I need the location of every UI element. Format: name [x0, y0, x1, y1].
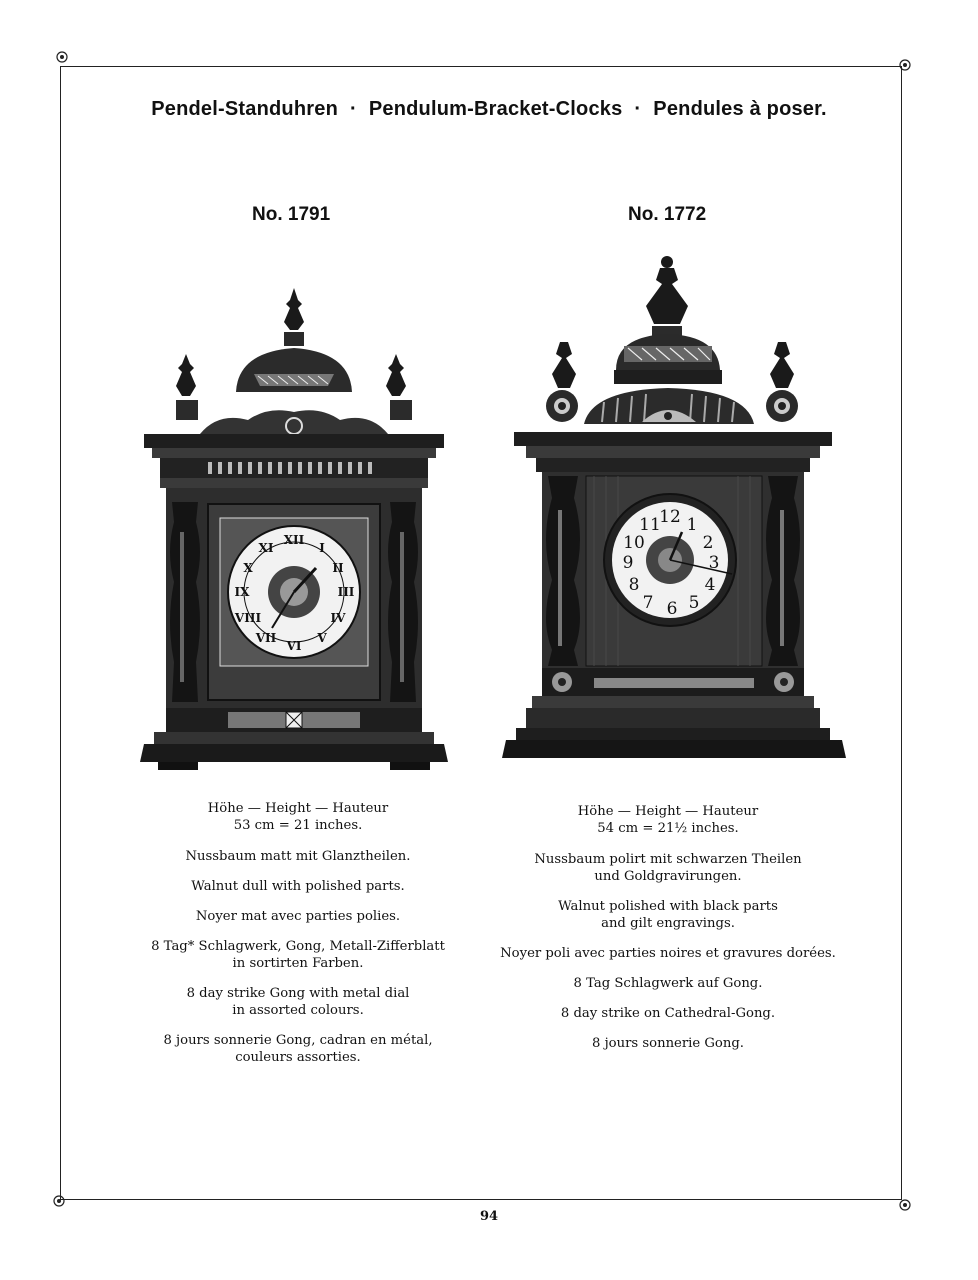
- movement-english: 8 day strike Gong with metal dial: [186, 986, 410, 1001]
- header-french: Pendules à poser.: [653, 98, 827, 120]
- movement-french: 8 jours sonnerie Gong, cadran en métal,: [163, 1033, 433, 1048]
- svg-text:III: III: [337, 585, 355, 599]
- corner-ornament-icon: [898, 58, 912, 72]
- movement-english: 8 day strike on Cathedral-Gong.: [560, 1006, 776, 1021]
- svg-text:VIII: VIII: [234, 611, 262, 625]
- svg-text:9: 9: [622, 553, 634, 573]
- header-separator: ·: [634, 98, 642, 120]
- page-header: [0, 98, 978, 121]
- header-german: Pendel-Standuhren: [151, 98, 338, 120]
- finish-german: Nussbaum matt mit Glanztheilen.: [185, 849, 411, 864]
- finish-french: Noyer mat avec parties polies.: [195, 909, 401, 924]
- movement-french: couleurs assorties.: [235, 1050, 361, 1065]
- svg-text:VI: VI: [286, 639, 302, 653]
- svg-text:XII: XII: [283, 533, 305, 547]
- description-1791: [128, 800, 468, 1079]
- height-value: 53 cm = 21 inches.: [233, 818, 363, 833]
- description-1772: [496, 803, 840, 1065]
- svg-text:VII: VII: [255, 631, 277, 645]
- height-label: Höhe — Height — Hauteur: [577, 804, 759, 819]
- svg-text:7: 7: [642, 593, 654, 613]
- svg-text:6: 6: [666, 599, 678, 619]
- finish-english: Walnut polished with black parts: [558, 899, 778, 914]
- svg-text:IV: IV: [330, 611, 346, 625]
- height-label: Höhe — Height — Hauteur: [207, 801, 389, 816]
- finish-german: und Goldgravirungen.: [594, 869, 742, 884]
- header-separator: ·: [349, 98, 357, 120]
- svg-text:1: 1: [686, 515, 698, 535]
- svg-text:12: 12: [659, 507, 681, 527]
- svg-text:2: 2: [702, 533, 714, 553]
- movement-german: 8 Tag* Schlagwerk, Gong, Metall-Zifferblatt: [151, 939, 445, 954]
- model-number-left: No. 1791: [252, 204, 331, 225]
- clock-illustration-1791: [138, 282, 450, 770]
- corner-ornament-icon: [52, 1194, 66, 1208]
- model-number-right: No. 1772: [628, 204, 707, 225]
- svg-text:5: 5: [688, 593, 700, 613]
- svg-text:II: II: [332, 561, 344, 575]
- finish-french: Noyer poli avec parties noires et gravures dorées.: [500, 946, 836, 961]
- height-value: 54 cm = 21½ inches.: [597, 821, 739, 836]
- clock-illustration-1772: [502, 250, 846, 766]
- finish-english: and gilt engravings.: [601, 916, 735, 931]
- svg-text:IX: IX: [234, 585, 250, 599]
- finish-german: Nussbaum polirt mit schwarzen Theilen: [534, 852, 802, 867]
- svg-text:3: 3: [708, 553, 720, 573]
- svg-text:V: V: [317, 631, 327, 645]
- movement-german: in sortirten Farben.: [232, 956, 364, 971]
- svg-text:11: 11: [639, 515, 661, 535]
- svg-text:I: I: [319, 541, 325, 555]
- page-number: 94: [479, 1209, 499, 1224]
- movement-english: in assorted colours.: [232, 1003, 364, 1018]
- svg-text:8: 8: [628, 575, 640, 595]
- svg-text:XI: XI: [258, 541, 274, 555]
- svg-text:X: X: [243, 561, 253, 575]
- corner-ornament-icon: [55, 50, 69, 64]
- movement-german: 8 Tag Schlagwerk auf Gong.: [573, 976, 763, 991]
- header-english: Pendulum-Bracket-Clocks: [368, 98, 623, 120]
- svg-text:4: 4: [704, 575, 716, 595]
- movement-french: 8 jours sonnerie Gong.: [592, 1036, 744, 1051]
- finish-english: Walnut dull with polished parts.: [191, 879, 405, 894]
- svg-text:10: 10: [623, 533, 645, 553]
